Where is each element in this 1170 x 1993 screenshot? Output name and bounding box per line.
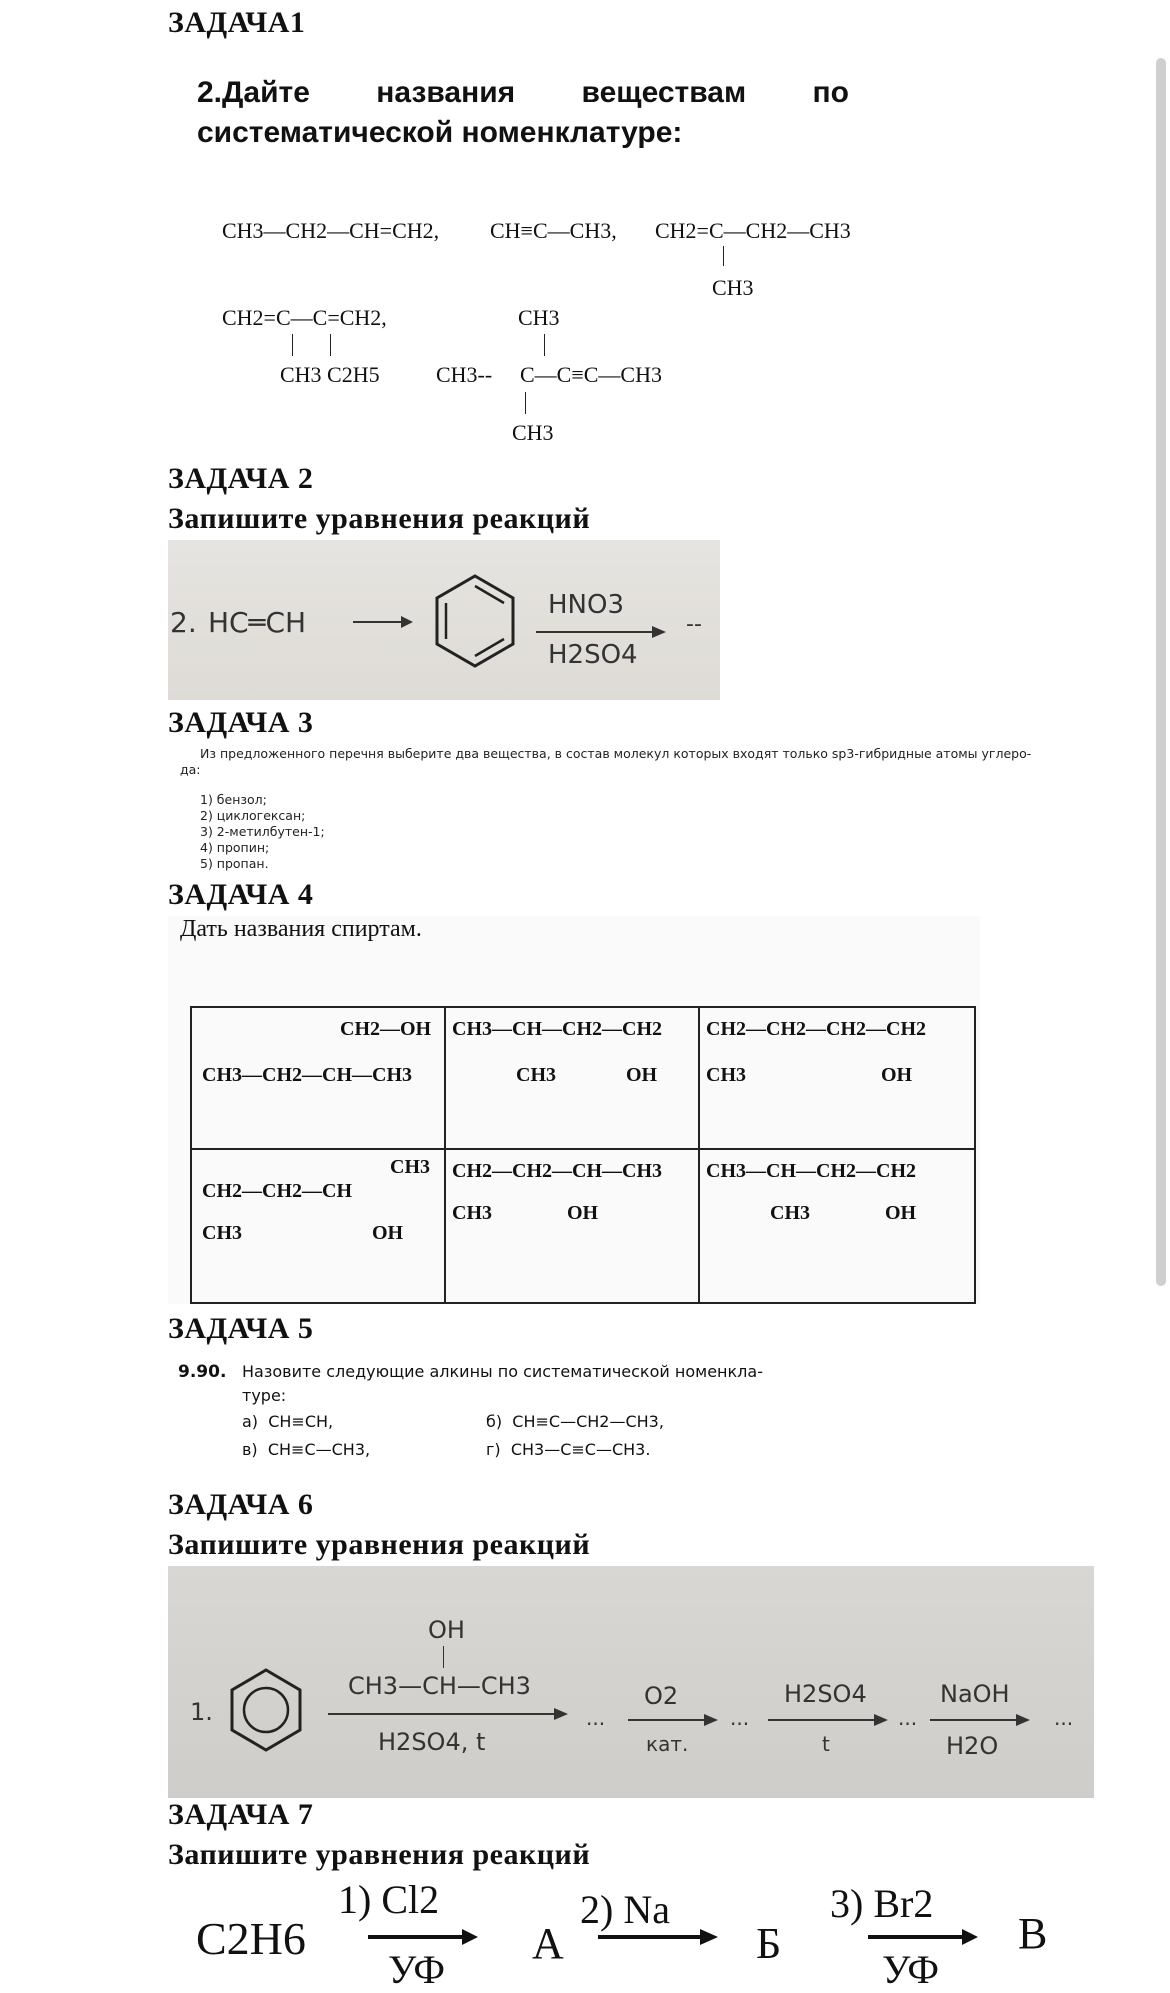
- bond-vertical: [443, 1646, 444, 1668]
- task7-heading: ЗАДАЧА 7: [168, 1798, 314, 1831]
- task5-number: 9.90.: [178, 1362, 227, 1382]
- task3-question-tail: да:: [180, 762, 201, 777]
- task3-question: Из предложенного перечня выберите два вещества, в состав молекул которых входят только sp3-гибридные атомы углеро-: [200, 746, 1032, 761]
- alcohol-2-bottom: CH3 OH: [516, 1064, 658, 1086]
- option-3: 3) 2-метилбутен-1;: [200, 824, 325, 839]
- step1-reagent: 1) Cl2: [338, 1877, 440, 1922]
- formula-4: CH2=C—C=CH2,: [222, 305, 387, 330]
- arrow-icon: [598, 1928, 718, 1946]
- alcohol-4-main: CH2—CH2—CH: [202, 1180, 352, 1202]
- catalyst-label: кат.: [646, 1732, 689, 1756]
- reaction-number: 2.: [170, 606, 197, 639]
- alcohol-3-main: CH2—CH2—CH2—CH2: [706, 1018, 926, 1040]
- task3-heading: ЗАДАЧА 3: [168, 706, 314, 739]
- alcohol-5-main: CH2—CH2—CH—CH3: [452, 1160, 662, 1182]
- formula-5-bottom: CH3: [512, 420, 554, 445]
- arrow-icon: [353, 612, 413, 632]
- alcohol-5-bottom: CH3 OH: [452, 1202, 599, 1224]
- step2-reagent: 2) Na: [580, 1887, 670, 1932]
- reagent-hno3: HNO3: [548, 590, 625, 620]
- reagent-h2so4: H2SO4: [548, 640, 638, 670]
- reagent-h2so4-t: H2SO4, t: [378, 1728, 486, 1756]
- formula-5-main: C—C≡C—CH3: [520, 362, 662, 387]
- arrow-icon: [868, 1928, 978, 1946]
- arrow-icon: [628, 1712, 718, 1728]
- arrow-icon: [328, 1706, 568, 1722]
- option-2: 2) циклогексан;: [200, 808, 306, 823]
- product-dots: --: [686, 612, 702, 637]
- reaction-number: 1.: [190, 1698, 213, 1726]
- product-dots: ...: [1054, 1706, 1074, 1730]
- reagent-h2so4: H2SO4: [784, 1680, 867, 1708]
- alcohol-cell-3: [699, 1007, 975, 1149]
- product-a: А: [532, 1919, 564, 1968]
- formula-2: CH≡C—CH3,: [490, 218, 617, 243]
- bond-vertical: [525, 392, 526, 414]
- bond-vertical: [544, 334, 545, 356]
- task5-text1: Назовите следующие алкины по систематической номенкла-: [242, 1362, 763, 1381]
- task5-heading: ЗАДАЧА 5: [168, 1312, 314, 1345]
- alcohol-3-bottom: CH3 OH: [706, 1064, 913, 1086]
- task3-options: [200, 792, 325, 872]
- intermediate-dots: ...: [730, 1706, 750, 1730]
- temperature-label: t: [822, 1732, 830, 1756]
- step3-reagent: 3) Br2: [830, 1881, 934, 1926]
- bond-vertical: [330, 334, 331, 356]
- product-v: В: [1018, 1909, 1048, 1958]
- reagent-propanol: CH3—CH—CH3: [348, 1672, 531, 1700]
- arrow-icon: [536, 624, 666, 640]
- option-4: 4) пропин;: [200, 840, 270, 855]
- alcohol-4-top: CH3: [390, 1156, 430, 1178]
- reagent-o2: O2: [644, 1682, 679, 1710]
- reagent-h2o: H2O: [946, 1732, 999, 1760]
- step1-condition: УФ: [388, 1947, 445, 1992]
- task4-heading: ЗАДАЧА 4: [168, 878, 314, 911]
- alcohol-cell-1: [191, 1007, 445, 1149]
- alcohol-1-top: CH2—OH: [340, 1018, 432, 1040]
- option-5: 5) пропан.: [200, 856, 269, 871]
- formula-3: CH2=C—CH2—CH3: [655, 218, 851, 243]
- arrow-icon: [930, 1712, 1030, 1728]
- alkyne-a: а) CH≡CH,: [242, 1412, 334, 1431]
- task5-text2: туре:: [242, 1386, 287, 1405]
- task7-subheading: Запишите уравнения реакций: [168, 1838, 591, 1871]
- task2-heading: ЗАДАЧА 2: [168, 462, 314, 495]
- alcohol-cell-2: [445, 1007, 699, 1149]
- task6-subheading: Запишите уравнения реакций: [168, 1528, 591, 1561]
- option-1: 1) бензол;: [200, 792, 267, 807]
- alcohol-cell-6: [699, 1149, 975, 1303]
- formula-5-top: CH3: [518, 305, 560, 330]
- alcohol-6-bottom: CH3 OH: [770, 1202, 917, 1224]
- arrow-icon: [368, 1928, 478, 1946]
- formula-5-left: CH3--: [436, 362, 493, 387]
- reactant-acetylene: HC═CH: [208, 606, 307, 639]
- alcohol-4-bottom: CH3 OH: [202, 1222, 404, 1244]
- product-b: Б: [756, 1919, 782, 1968]
- alcohol-cell-4: [191, 1149, 445, 1303]
- alcohol-6-main: CH3—CH—CH2—CH2: [706, 1160, 916, 1182]
- task2-photo: [168, 540, 720, 700]
- reagent-naoh: NaOH: [940, 1680, 1010, 1708]
- task1-instruction-line2: систематической номенклатуре:: [197, 116, 683, 149]
- task1-instruction-line1: 2.Дайте названия веществам по: [197, 76, 849, 109]
- formula-1: CH3—CH2—CH=CH2,: [222, 218, 440, 243]
- formula-3-substituent: CH3: [712, 275, 754, 300]
- benzene-ring-icon: [430, 572, 520, 672]
- task4-title: Дать названия спиртам.: [180, 916, 422, 942]
- formula-4-substituents: CH3 C2H5: [280, 362, 380, 387]
- alcohol-1-main: CH3—CH2—CH—CH3: [202, 1064, 412, 1086]
- scrollbar[interactable]: [1156, 58, 1166, 1286]
- bond-vertical: [292, 334, 293, 356]
- alcohol-2-main: CH3—CH—CH2—CH2: [452, 1018, 662, 1040]
- alkyne-b: б) CH≡C—CH2—CH3,: [486, 1412, 664, 1431]
- step3-condition: УФ: [882, 1947, 939, 1992]
- arrow-icon: [768, 1712, 888, 1728]
- alkyne-g: г) CH3—C≡C—CH3.: [486, 1440, 651, 1459]
- task2-subheading: Запишите уравнения реакций: [168, 502, 591, 535]
- intermediate-dots: ...: [586, 1706, 606, 1730]
- task6-photo: [168, 1566, 1094, 1798]
- alcohol-cell-5: [445, 1149, 699, 1303]
- task6-heading: ЗАДАЧА 6: [168, 1488, 314, 1521]
- bond-vertical: [723, 246, 724, 266]
- oh-group: OH: [428, 1616, 465, 1644]
- alcohols-table: [190, 1006, 976, 1304]
- task1-heading: ЗАДАЧА1: [168, 6, 306, 39]
- intermediate-dots: ...: [898, 1706, 918, 1730]
- ethane-formula: C2H6: [196, 1913, 306, 1964]
- benzene-ring-icon: [226, 1666, 306, 1756]
- alkyne-v: в) CH≡C—CH3,: [242, 1440, 371, 1459]
